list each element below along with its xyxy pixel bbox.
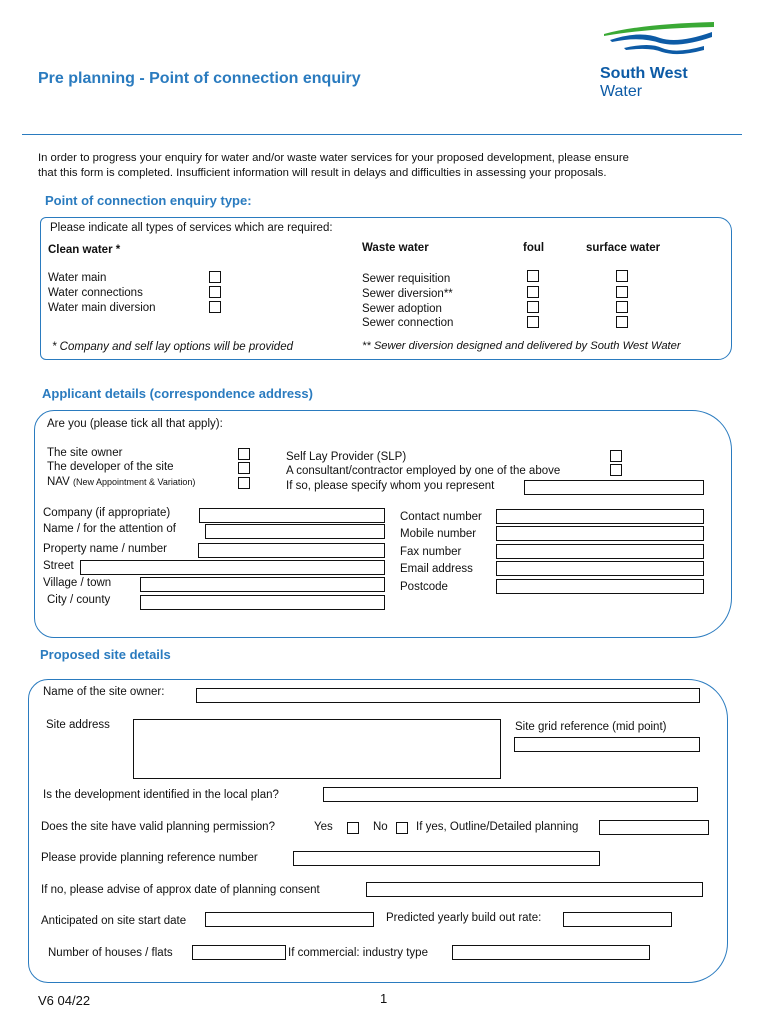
property-input[interactable]	[198, 543, 385, 558]
consultant-checkbox[interactable]	[610, 464, 622, 476]
village-input[interactable]	[140, 577, 385, 592]
postcode-label: Postcode	[400, 581, 448, 593]
intro-line-1: In order to progress your enquiry for water and/or waste water services for your proposed development, please ensure	[38, 152, 629, 164]
foul-sewer-diversion-checkbox[interactable]	[527, 286, 539, 298]
surface-sewer-requisition-checkbox[interactable]	[616, 270, 628, 282]
email-address-input[interactable]	[496, 561, 704, 576]
south-west-water-logo	[600, 20, 720, 100]
role-slp: Self Lay Provider (SLP)	[286, 451, 407, 463]
slp-checkbox[interactable]	[610, 450, 622, 462]
planning-no-checkbox[interactable]	[396, 822, 408, 834]
planning-yes-checkbox[interactable]	[347, 822, 359, 834]
industry-type-label: If commercial: industry type	[288, 947, 428, 959]
site-address-input[interactable]	[133, 719, 501, 779]
build-rate-input[interactable]	[563, 912, 672, 927]
page-title: Pre planning - Point of connection enquiry	[38, 70, 361, 87]
role-nav-note: (New Appointment & Variation)	[73, 477, 196, 487]
water-main-diversion-checkbox[interactable]	[209, 301, 221, 313]
consent-date-input[interactable]	[366, 882, 703, 897]
logo-text-line2: Water	[600, 83, 643, 100]
foul-sewer-adoption-checkbox[interactable]	[527, 301, 539, 313]
grid-reference-label: Site grid reference (mid point)	[515, 721, 667, 733]
outline-detailed-label: If yes, Outline/Detailed planning	[416, 821, 579, 833]
local-plan-input[interactable]	[323, 787, 698, 802]
applicant-question: Are you (please tick all that apply):	[47, 418, 223, 430]
surface-sewer-connection-checkbox[interactable]	[616, 316, 628, 328]
represent-label: If so, please specify whom you represent	[286, 480, 495, 492]
planning-permission-label: Does the site have valid planning permission?	[41, 821, 275, 833]
yes-label: Yes	[314, 821, 333, 833]
start-date-input[interactable]	[205, 912, 374, 927]
applicant-heading: Applicant details (correspondence address)	[42, 386, 313, 401]
grid-reference-input[interactable]	[514, 737, 700, 752]
waste-item-sewer-diversion: Sewer diversion**	[362, 288, 453, 300]
company-label: Company (if appropriate)	[43, 507, 171, 519]
page-number: 1	[380, 991, 388, 1006]
wave-logo-icon	[600, 20, 720, 60]
role-consultant: A consultant/contractor employed by one of the above	[286, 465, 561, 477]
nav-checkbox[interactable]	[238, 477, 250, 489]
intro-text	[38, 151, 738, 181]
site-heading: Proposed site details	[40, 647, 171, 662]
village-label: Village / town	[43, 577, 112, 589]
role-nav	[47, 476, 195, 488]
site-owner-input[interactable]	[196, 688, 700, 703]
waste-item-sewer-requisition: Sewer requisition	[362, 273, 451, 285]
build-rate-label: Predicted yearly build out rate:	[386, 912, 542, 924]
clean-water-note: * Company and self lay options will be provided	[52, 341, 293, 353]
version-label: V6 04/22	[38, 993, 91, 1008]
intro-line-2: that this form is completed. Insufficient information will result in delays and difficulties in assessing your proposals.	[38, 167, 607, 179]
local-plan-label: Is the development identified in the local plan?	[43, 789, 279, 801]
waste-water-heading: Waste water	[362, 242, 429, 254]
property-label: Property name / number	[43, 543, 168, 555]
role-site-owner: The site owner	[47, 447, 123, 459]
fax-number-input[interactable]	[496, 544, 704, 559]
attention-label: Name / for the attention of	[43, 523, 176, 535]
industry-type-input[interactable]	[452, 945, 650, 960]
mobile-number-input[interactable]	[496, 526, 704, 541]
represent-input[interactable]	[524, 480, 704, 495]
clean-item-water-main-diversion: Water main diversion	[48, 302, 156, 314]
surface-sewer-adoption-checkbox[interactable]	[616, 301, 628, 313]
city-input[interactable]	[140, 595, 385, 610]
fax-number-label: Fax number	[400, 546, 462, 558]
foul-heading: foul	[523, 242, 545, 254]
consent-date-label: If no, please advise of approx date of planning consent	[41, 884, 320, 896]
email-address-label: Email address	[400, 563, 473, 575]
foul-sewer-requisition-checkbox[interactable]	[527, 270, 539, 282]
clean-water-heading: Clean water *	[48, 244, 121, 256]
clean-item-water-main: Water main	[48, 272, 107, 284]
houses-input[interactable]	[192, 945, 286, 960]
developer-checkbox[interactable]	[238, 462, 250, 474]
planning-reference-input[interactable]	[293, 851, 600, 866]
contact-number-label: Contact number	[400, 511, 482, 523]
start-date-label: Anticipated on site start date	[41, 915, 187, 927]
street-label: Street	[43, 560, 74, 572]
logo-text-line1: South West	[600, 65, 688, 82]
surface-water-heading: surface water	[586, 242, 661, 254]
role-nav-label: NAV	[47, 476, 70, 488]
enquiry-instruction: Please indicate all types of services which are required:	[50, 222, 333, 234]
clean-item-water-connections: Water connections	[48, 287, 143, 299]
contact-number-input[interactable]	[496, 509, 704, 524]
site-owner-label: Name of the site owner:	[43, 686, 165, 698]
planning-reference-label: Please provide planning reference number	[41, 852, 258, 864]
outline-detailed-input[interactable]	[599, 820, 709, 835]
attention-input[interactable]	[205, 524, 385, 539]
waste-water-note: ** Sewer diversion designed and delivered by South West Water	[362, 340, 681, 352]
role-developer: The developer of the site	[47, 461, 174, 473]
water-main-checkbox[interactable]	[209, 271, 221, 283]
header-divider	[22, 134, 742, 135]
surface-sewer-diversion-checkbox[interactable]	[616, 286, 628, 298]
mobile-number-label: Mobile number	[400, 528, 477, 540]
site-address-label: Site address	[46, 719, 110, 731]
enquiry-type-heading: Point of connection enquiry type:	[45, 193, 252, 208]
company-input[interactable]	[199, 508, 385, 523]
street-input[interactable]	[80, 560, 385, 575]
postcode-input[interactable]	[496, 579, 704, 594]
no-label: No	[373, 821, 388, 833]
foul-sewer-connection-checkbox[interactable]	[527, 316, 539, 328]
houses-label: Number of houses / flats	[48, 947, 173, 959]
city-label: City / county	[47, 594, 111, 606]
waste-item-sewer-connection: Sewer connection	[362, 317, 454, 329]
water-connections-checkbox[interactable]	[209, 286, 221, 298]
waste-item-sewer-adoption: Sewer adoption	[362, 303, 442, 315]
site-owner-checkbox[interactable]	[238, 448, 250, 460]
